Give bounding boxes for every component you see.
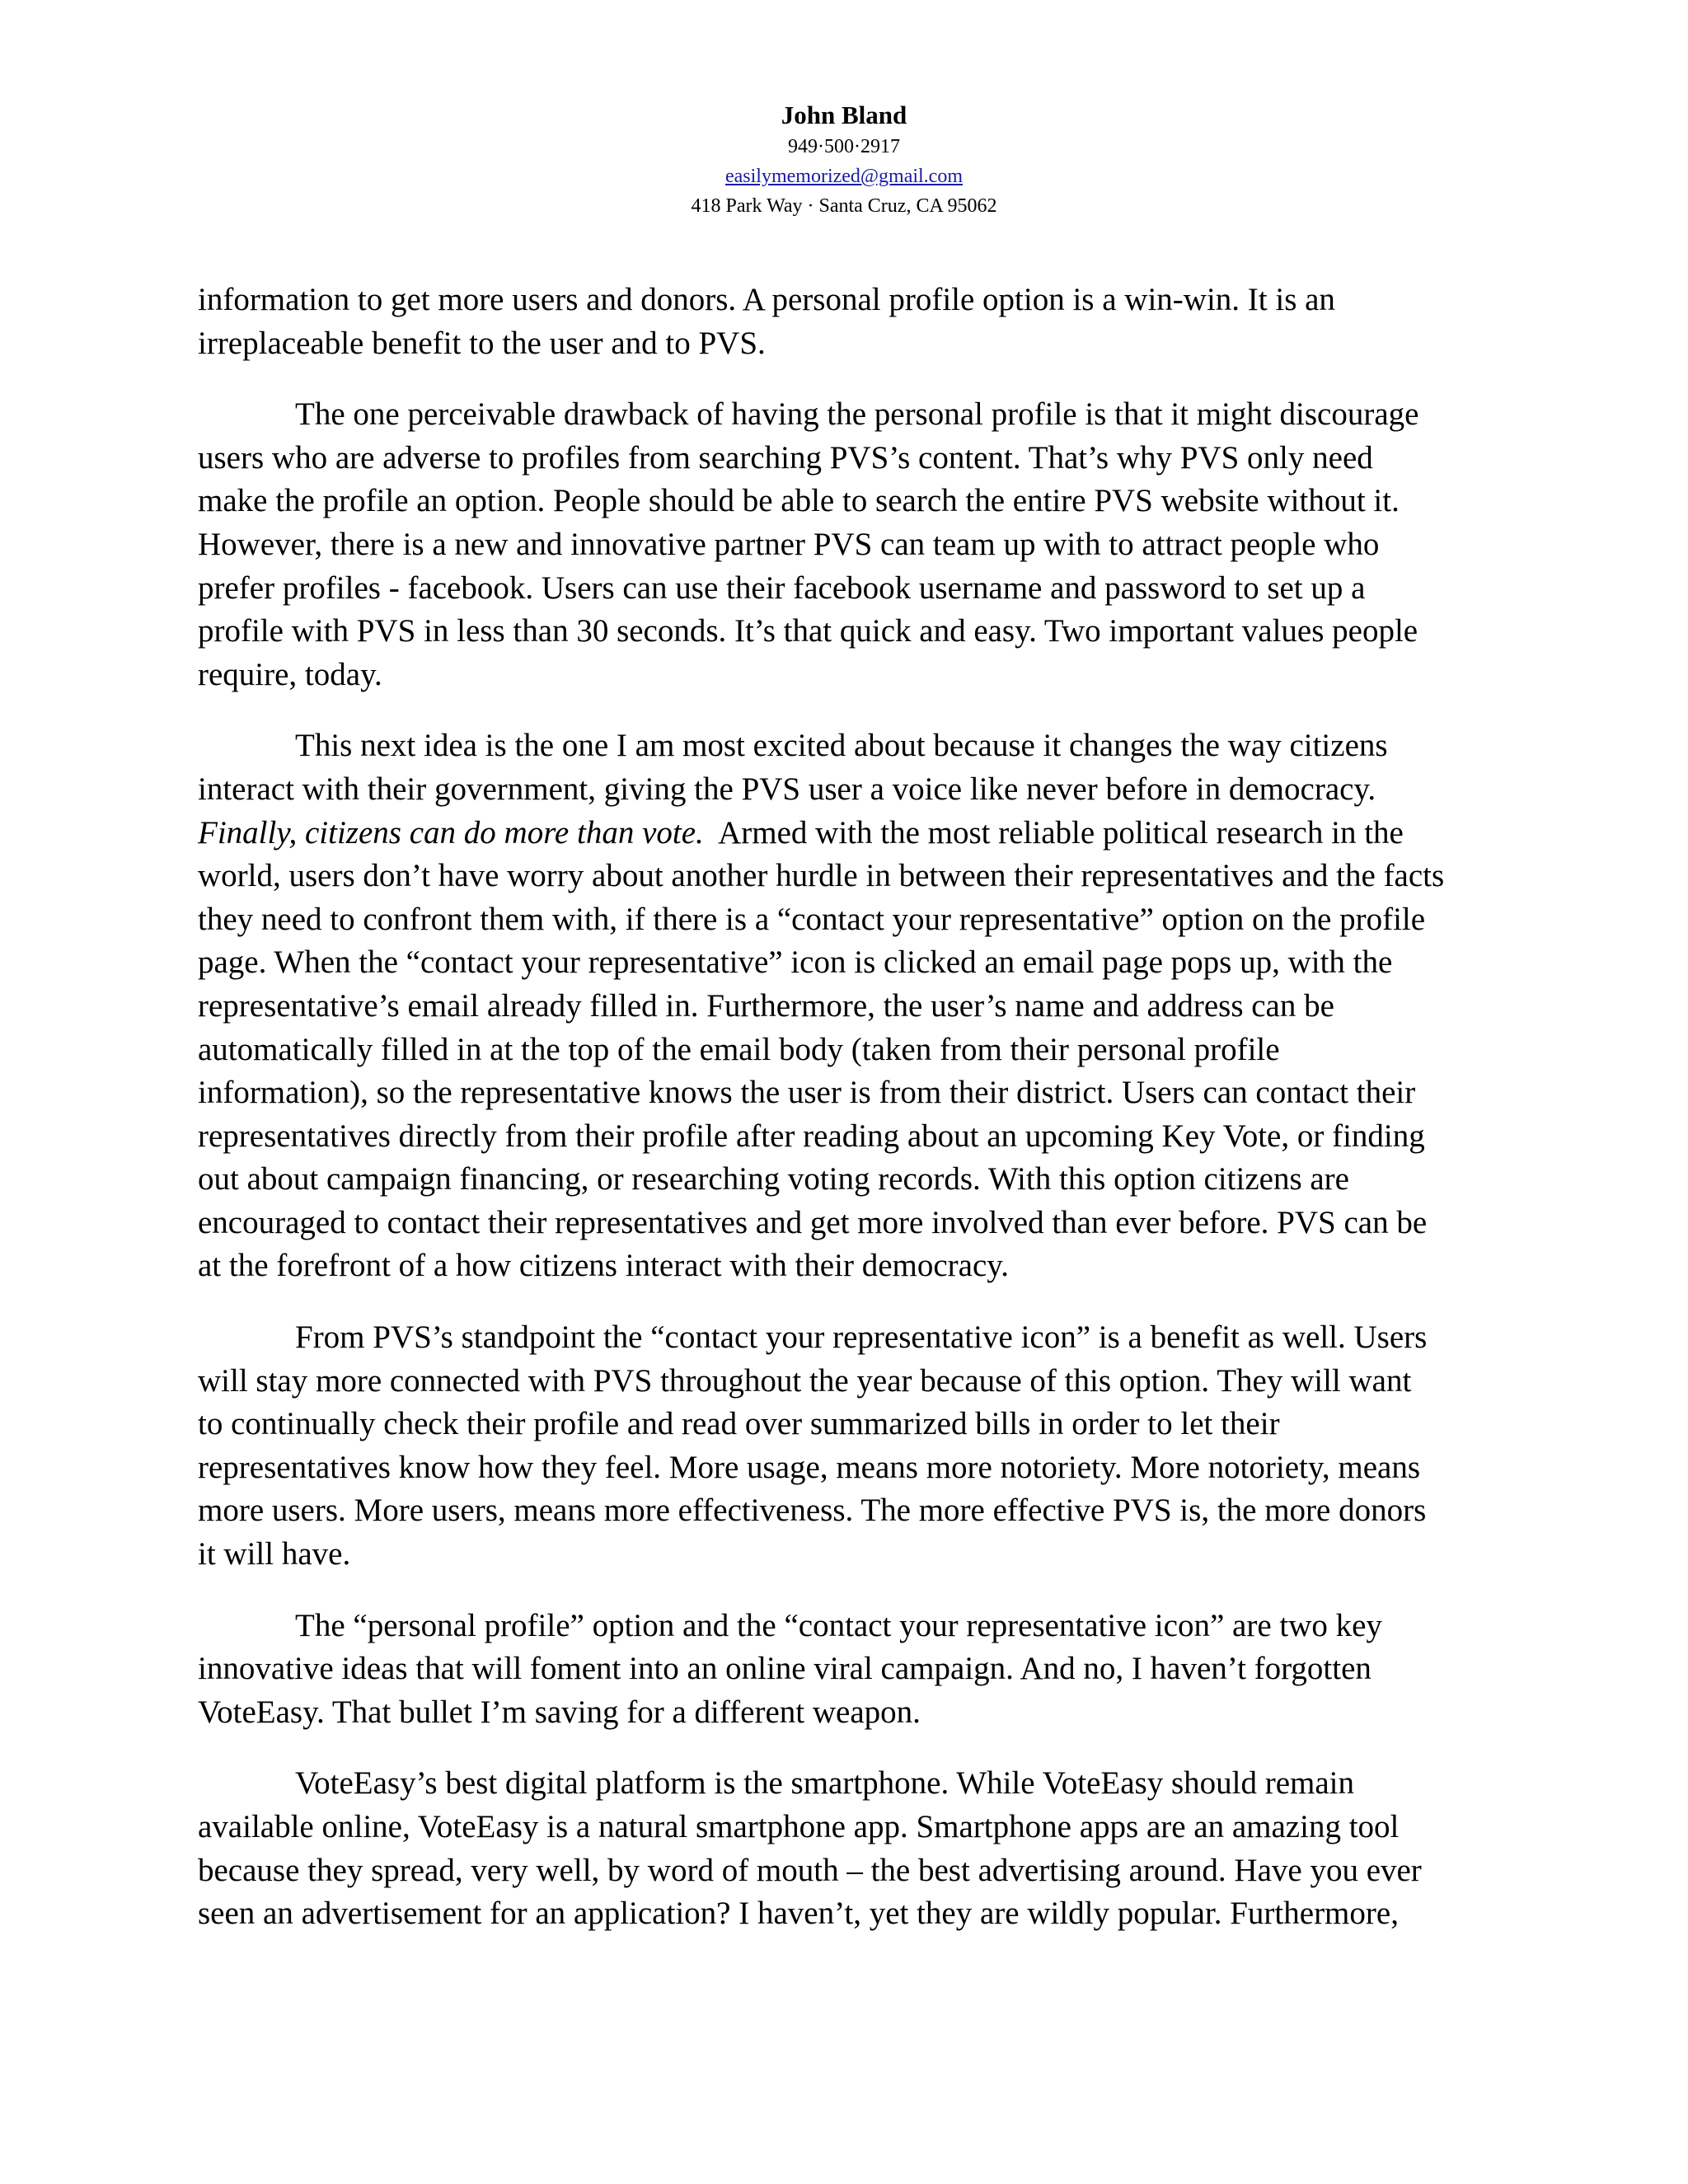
text-line: encouraged to contact their representatives and get more involved than ever before. PVS can be [198,1204,1428,1240]
paragraph-3 [198,724,1492,1288]
text-line: make the profile an option. People should be able to search the entire PVS website without it. [198,483,1400,519]
text-line: profile with PVS in less than 30 seconds. It’s that quick and easy. Two important values people [198,613,1418,649]
text-line: representatives know how they feel. More usage, means more notoriety. More notoriety, means [198,1449,1420,1485]
text-line: it will have. [198,1536,351,1572]
paragraph-5 [198,1605,1492,1735]
text-line: representative’s email already filled in. Furthermore, the user’s name and address can be [198,987,1334,1024]
text-line: because they spread, very well, by word of mouth – the best advertising around. Have you ever [198,1852,1422,1888]
text-line: to continually check their profile and read over summarized bills in order to let their [198,1406,1280,1442]
text-line: seen an advertisement for an application? I haven’t, yet they are wildly popular. Furthermore, [198,1896,1399,1932]
paragraph-4 [198,1316,1492,1577]
sender-name: John Bland [781,101,907,129]
text-line: users who are adverse to profiles from searching PVS’s content. That’s why PVS only need [198,439,1373,476]
text-line: require, today. [198,656,382,692]
text-line: page. When the “contact your representative” icon is clicked an email page pops up, with the [198,944,1393,981]
text-line: VoteEasy’s best digital platform is the smartphone. While VoteEasy should remain [295,1765,1355,1802]
text-line: available online, VoteEasy is a natural smartphone app. Smartphone apps are an amazing tool [198,1809,1400,1844]
text-line: VoteEasy. That bullet I’m saving for a different weapon. [198,1694,921,1730]
text-line: This next idea is the one I am most excited about because it changes the way citizens [295,728,1388,764]
text-line: interact with their government, giving the PVS user a voice like never before in democracy. [198,771,1376,807]
text-line: world, users don’t have worry about another hurdle in between their representatives and the facts [198,858,1445,894]
text-line: irreplaceable benefit to the user and to PVS. [198,325,766,361]
sender-address: 418 Park Way · Santa Cruz, CA 95062 [691,195,997,217]
text-line: prefer profiles - facebook. Users can use their facebook username and password to set up a [198,569,1366,606]
text-fragment: Armed with the most reliable political research in the [703,814,1404,851]
paragraph-6 [198,1762,1492,1935]
text-line: automatically filled in at the top of the email body (taken from their personal profile [198,1031,1280,1067]
text-line: However, there is a new and innovative partner PVS can team up with to attract people who [198,526,1380,562]
sender-phone: 949·500·2917 [788,136,900,157]
text-line: they need to confront them with, if there is a “contact your representative” option on the profile [198,901,1426,937]
text-line: will stay more connected with PVS throughout the year because of this option. They will want [198,1362,1412,1399]
text-line-mixed [198,812,1492,855]
paragraph-1 [198,279,1492,365]
text-line: From PVS’s standpoint the “contact your representative icon” is a benefit as well. Users [295,1319,1428,1356]
text-line: The “personal profile” option and the “contact your representative icon” are two key [295,1607,1382,1643]
letterhead [0,99,1688,221]
italic-emphasis: Finally, citizens can do more than vote. [198,814,704,851]
letter-body [198,279,1492,1964]
text-line: The one perceivable drawback of having the personal profile is that it might discourage [295,396,1419,433]
paragraph-2 [198,393,1492,696]
text-line: out about campaign financing, or researching voting records. With this option citizens are [198,1161,1349,1197]
text-line: information to get more users and donors. A personal profile option is a win-win. It is an [198,282,1335,317]
text-line: innovative ideas that will foment into an online viral campaign. And no, I haven’t forgotten [198,1651,1372,1687]
text-line: more users. More users, means more effectiveness. The more effective PVS is, the more donors [198,1493,1427,1529]
sender-email-link[interactable]: easilymemorized@gmail.com [724,166,963,187]
text-line: information), so the representative knows the user is from their district. Users can contact their [198,1075,1416,1111]
text-line: representatives directly from their profile after reading about an upcoming Key Vote, or finding [198,1118,1425,1154]
text-line: at the forefront of a how citizens interact with their democracy. [198,1248,1009,1284]
